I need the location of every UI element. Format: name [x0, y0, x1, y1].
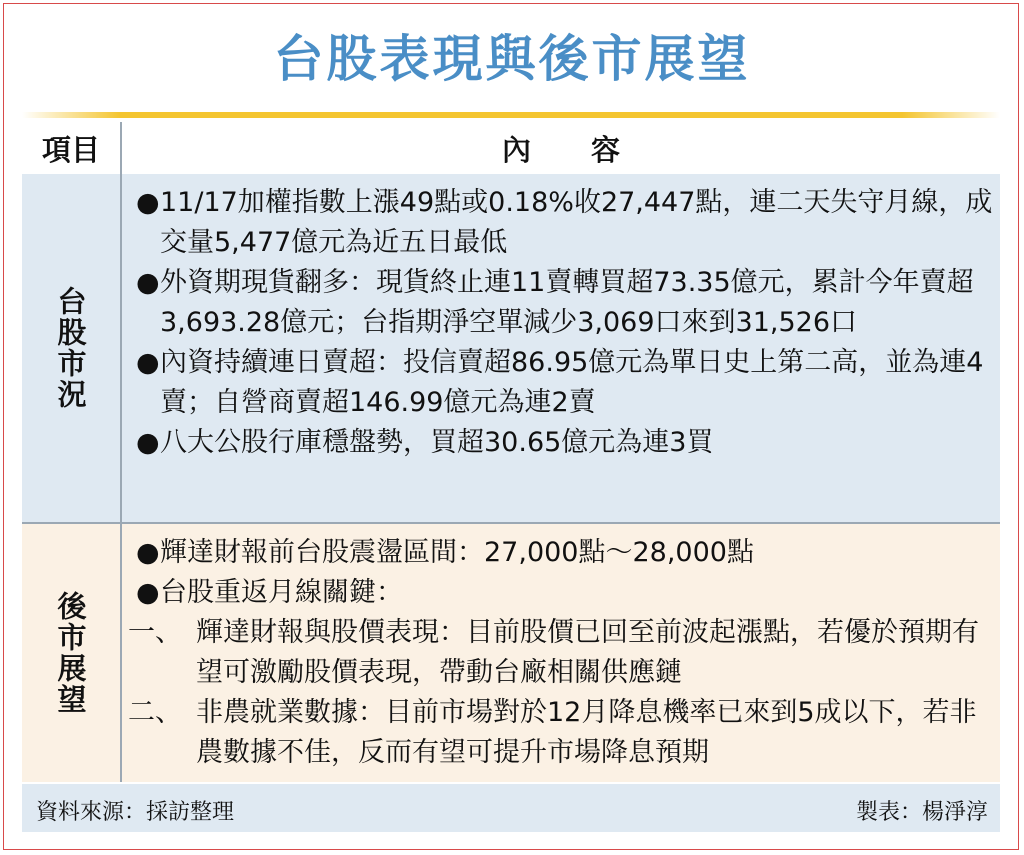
list-item	[122, 183, 1000, 263]
list-item	[122, 263, 1000, 343]
page-title: 台股表現與後市展望	[273, 30, 751, 88]
bullet-icon: ●	[136, 537, 160, 568]
bullet-icon: ●	[136, 187, 160, 218]
outlook-item-1: 輝達財報前台股震盪區間：27,000點～28,000點	[160, 537, 754, 568]
header-item: 項目	[41, 132, 100, 167]
bullet-icon: ●	[136, 267, 160, 298]
info-table	[22, 122, 1000, 832]
sub-item	[122, 613, 1000, 693]
market-section	[22, 174, 1000, 522]
sub-item-text: 非農就業數據：目前市場對於12月降息機率已來到5成以下，若非農數據不佳，反而有望可提升市場降息預期	[196, 697, 977, 768]
footer	[22, 784, 1000, 832]
market-item-4: 八大公股行庫穩盤勢，買超30.65億元為連3買	[160, 427, 714, 458]
outlook-section	[22, 522, 1000, 782]
sub-item-number: 一、	[128, 617, 182, 648]
outlook-content	[122, 533, 1000, 773]
header-content: 內容	[501, 132, 680, 167]
outlook-label: 後市展望	[53, 591, 88, 715]
bullet-icon: ●	[136, 577, 160, 608]
column-divider	[120, 122, 122, 782]
list-item	[122, 573, 1000, 613]
source-text: 資料來源：採訪整理	[36, 800, 235, 825]
market-item-2: 外資期現貨翻多：現貨終止連11賣轉買超73.35億元，累計今年賣超3,693.28億元；台指期淨空單減少3,069口來到31,526口	[160, 267, 974, 338]
list-item	[122, 343, 1000, 423]
list-item	[122, 533, 1000, 573]
sub-item	[122, 693, 1000, 773]
outlook-item-2: 台股重返月線關鍵：	[160, 577, 403, 608]
title-divider	[22, 112, 1000, 118]
market-label: 台股市況	[53, 286, 88, 410]
bullet-icon: ●	[136, 347, 160, 378]
market-item-1: 11/17加權指數上漲49點或0.18%收27,447點，連二天失守月線，成交量5,477億元為近五日最低	[160, 187, 993, 258]
maker-text: 製表：楊淨淳	[855, 800, 988, 825]
bullet-icon: ●	[136, 427, 160, 458]
list-item	[122, 423, 1000, 463]
sub-item-number: 二、	[128, 697, 182, 728]
outlook-label-cell	[22, 524, 120, 782]
market-item-3: 內資持續連日賣超：投信賣超86.95億元為單日史上第二高，並為連4賣；自營商賣超146.99億元為連2賣	[160, 347, 984, 418]
market-label-cell	[22, 174, 120, 522]
sub-item-text: 輝達財報與股價表現：目前股價已回至前波起漲點，若優於預期有望可激勵股價表現，帶動台廠相關供應鏈	[196, 617, 979, 688]
market-content	[122, 183, 1000, 463]
